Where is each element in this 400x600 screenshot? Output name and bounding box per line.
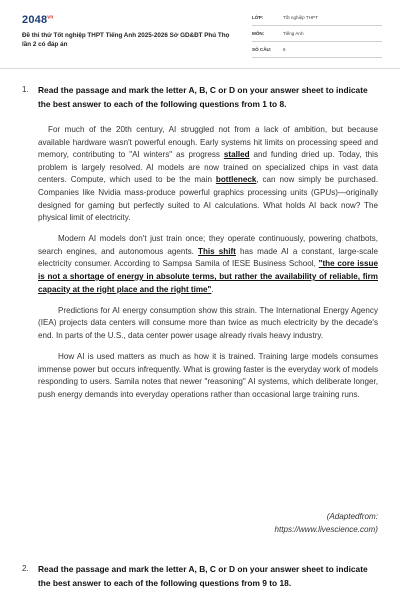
question-number: 2. bbox=[22, 564, 29, 573]
meta-row-class bbox=[252, 13, 382, 26]
meta-key-subject: MÔN: bbox=[252, 31, 265, 36]
meta-value-subject: Tiếng Anh bbox=[283, 31, 304, 36]
paragraph-text: has made AI a constant, large-scale electricity consumer. According to Sampsa Samila of IESE Business School, bbox=[38, 246, 378, 269]
meta-row-subject bbox=[252, 29, 382, 42]
underlined-phrase-this-shift: This shift bbox=[198, 246, 236, 256]
source-label: (Adaptedfrom: bbox=[326, 512, 378, 521]
underlined-quote: "the core issue is not a shortage of energy in absolute terms, but rather the availability of reliable, firm capacity at the right place and the right time" bbox=[38, 259, 378, 294]
header-divider bbox=[0, 68, 400, 69]
paragraph-text: and funding dried up. Today, this problem is largely resolved. AI models are now trained on specialized chips in vast data centers. Compute, which used to be the main bbox=[38, 150, 378, 185]
passage-source bbox=[38, 510, 378, 536]
document-meta bbox=[252, 13, 382, 61]
document-title: Đề thi thử Tốt nghiệp THPT Tiếng Anh 2025-2026 Sở GD&ĐT Phú Thọ lần 2 có đáp án bbox=[22, 32, 230, 48]
question-instruction: Read the passage and mark the letter A, B, C or D on your answer sheet to indicate the best answer to each of the following questions from 9 to 18. bbox=[38, 564, 368, 588]
underlined-word-bottleneck: bottleneck bbox=[215, 175, 257, 185]
meta-key-class: LỚP: bbox=[252, 15, 264, 20]
meta-value-question-count: 6 bbox=[283, 47, 286, 52]
meta-key-question-count: SỐ CÂU: bbox=[252, 47, 272, 52]
passage-paragraph-3: Predictions for AI energy consumption show this strain. The International Energy Agency (IEA) projects data centers will consume more than twice as much electricity by the decade's end. In parts of the U.S., data center power usage already rivals heavy industry. bbox=[38, 305, 378, 340]
reading-passage bbox=[38, 124, 378, 410]
paragraph-text: For much of the 20th century, AI struggled not from a lack of ambition, but because available hardware wasn't powerful enough. Early systems hit limits on processing speed and memory, contributing to "AI winters" as progress bbox=[38, 125, 378, 160]
passage-paragraph-1 bbox=[38, 124, 378, 225]
paragraph-text: . bbox=[211, 284, 214, 294]
question-instruction: Read the passage and mark the letter A, B, C or D on your answer sheet to indicate the best answer to each of the following questions from 1 to 8. bbox=[38, 85, 368, 109]
paragraph-text: Modern AI models don't just train once; they operate continuously, powering chatbots, search engines, and autonomous agents. bbox=[38, 234, 378, 256]
passage-paragraph-2 bbox=[38, 233, 378, 296]
meta-row-question-count bbox=[252, 45, 382, 58]
logo-text: 2048 bbox=[22, 14, 48, 26]
meta-value-class: Tốt nghiệp THPT bbox=[283, 15, 318, 20]
paragraph-text: , can now simply be purchased. Companies like Nvidia mass-produce powerful graphics processing units (GPUs)—originally designed for gaming but perfectly suited to AI calculations. What holds AI back now? The physical limit of electricity. bbox=[38, 175, 378, 223]
passage-paragraph-4: How AI is used matters as much as how it is trained. Training large models consumes immense power but occurs infrequently. What is growing faster is the everyday work of models responding to users. Samila notes that newer "reasoning" AI systems, which deliberate longer, push energy demands into everyday operations rather than occasional large training runs. bbox=[38, 352, 378, 399]
question-number: 1. bbox=[22, 85, 29, 94]
source-url: https://www.livescience.com) bbox=[274, 525, 378, 534]
site-logo[interactable] bbox=[22, 14, 54, 26]
document-header bbox=[0, 0, 400, 62]
underlined-word-stalled: stalled bbox=[223, 150, 250, 160]
logo-suffix: vn bbox=[47, 14, 54, 21]
